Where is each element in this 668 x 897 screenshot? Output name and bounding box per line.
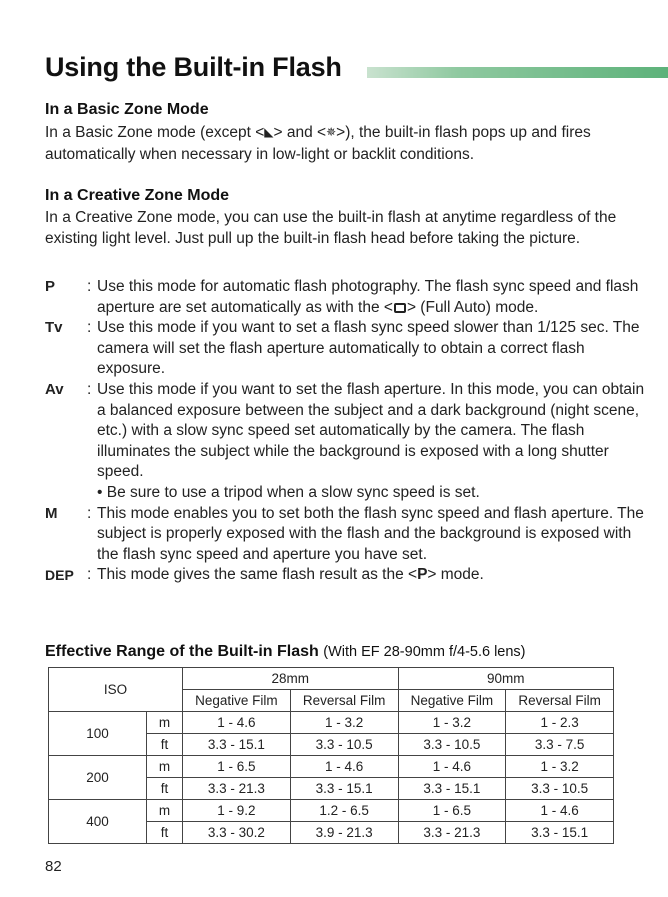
table-cell: 1.2 - 6.5 — [290, 800, 398, 822]
sports-icon: ✵ — [326, 125, 337, 139]
basic-zone-heading: In a Basic Zone Mode — [45, 101, 209, 118]
unit-label: ft — [147, 822, 183, 844]
title-accent-bar — [367, 67, 668, 78]
iso-header: ISO — [49, 668, 183, 712]
table-cell: 3.3 - 15.1 — [183, 734, 291, 756]
iso-value: 200 — [49, 756, 147, 800]
table-cell: 1 - 4.6 — [183, 712, 291, 734]
table-cell: 3.3 - 15.1 — [506, 822, 614, 844]
table-row — [49, 756, 614, 778]
table-cell: 3.3 - 10.5 — [290, 734, 398, 756]
flash-range-table — [48, 667, 614, 844]
unit-label: ft — [147, 734, 183, 756]
mode-description: Use this mode if you want to set a flash sync speed slower than 1/125 sec. The camera will set the flash aperture automatically to obtain a correct flash exposure. — [97, 319, 640, 378]
film-type-header: Negative Film — [183, 690, 291, 712]
table-cell: 3.3 - 21.3 — [398, 822, 506, 844]
unit-label: m — [147, 800, 183, 822]
mode-item-m: M : This mode enables you to set both the flash sync speed and flash aperture. The subject is properly exposed with the flash and the background is exposed with the flash sync speed and aperture you have set. — [45, 504, 645, 566]
table-cell: 3.3 - 15.1 — [290, 778, 398, 800]
mode-key: DEP — [45, 567, 74, 584]
table-cell: 1 - 6.5 — [183, 756, 291, 778]
mode-list — [45, 277, 645, 586]
iso-value: 400 — [49, 800, 147, 844]
mode-item-dep: DEP : This mode gives the same flash result as the <P> mode. — [45, 565, 645, 586]
film-type-header: Reversal Film — [506, 690, 614, 712]
table-cell: 1 - 4.6 — [290, 756, 398, 778]
table-cell: 3.3 - 15.1 — [398, 778, 506, 800]
table-cell: 3.3 - 21.3 — [183, 778, 291, 800]
full-auto-icon — [394, 303, 406, 313]
table-cell: 1 - 2.3 — [506, 712, 614, 734]
basic-zone-paragraph: In a Basic Zone mode (except <◣> and <✵>), the built-in flash pops up and fires automatically when necessary in low-light or backlit conditions. — [45, 124, 591, 163]
unit-label: m — [147, 712, 183, 734]
creative-zone-heading: In a Creative Zone Mode — [45, 187, 230, 204]
mode-description: Use this mode for automatic flash photography. The flash sync speed and flash aperture are set automatically as with the < > (Full Auto) mode. — [97, 278, 639, 316]
unit-label: m — [147, 756, 183, 778]
page-number: 82 — [45, 858, 62, 875]
page-title: Using the Built-in Flash — [45, 52, 342, 82]
title-block — [45, 52, 668, 92]
focal-length-header: 28mm — [183, 668, 398, 690]
table-cell: 3.3 - 10.5 — [398, 734, 506, 756]
table-header-row — [49, 668, 614, 690]
mode-item-tv: Tv : Use this mode if you want to set a flash sync speed slower than 1/125 sec. The camera will set the flash aperture automatically to obtain a correct flash exposure. — [45, 318, 645, 380]
table-cell: 3.3 - 10.5 — [506, 778, 614, 800]
focal-length-header: 90mm — [398, 668, 614, 690]
mode-key: M — [45, 504, 58, 522]
night-portrait-icon: ◣ — [264, 125, 274, 139]
mode-key: P — [45, 278, 56, 295]
range-table-title: Effective Range of the Built-in Flash (With EF 28-90mm f/4-5.6 lens) — [45, 643, 526, 660]
table-cell: 3.3 - 30.2 — [183, 822, 291, 844]
table-cell: 1 - 3.2 — [398, 712, 506, 734]
range-table-subtitle: (With EF 28-90mm f/4-5.6 lens) — [323, 644, 526, 660]
table-row — [49, 800, 614, 822]
mode-item-p: P : Use this mode for automatic flash photography. The flash sync speed and flash aperture are set automatically as with the < > (Full Auto) mode. — [45, 277, 645, 318]
unit-label: ft — [147, 778, 183, 800]
table-cell: 1 - 9.2 — [183, 800, 291, 822]
mode-key: Tv — [45, 319, 63, 337]
mode-description: This mode enables you to set both the flash sync speed and flash aperture. The subject is properly exposed with the flash and the background is exposed with the flash sync speed and aperture you have set. — [97, 504, 644, 563]
table-cell: 1 - 3.2 — [290, 712, 398, 734]
table-cell: 3.9 - 21.3 — [290, 822, 398, 844]
table-cell: 1 - 4.6 — [506, 800, 614, 822]
table-row — [49, 712, 614, 734]
mode-key: Av — [45, 380, 64, 398]
iso-value: 100 — [49, 712, 147, 756]
mode-description: Use this mode if you want to set the flash aperture. In this mode, you can obtain a balanced exposure between the subject and a dark background (night scene, etc.) with a slow sync speed set automatically by the camera. The flash illuminates the subject while the background is exposed with a long shutter speed. • Be sure to use a tripod when a slow sync speed is set. — [97, 380, 645, 504]
table-cell: 1 - 3.2 — [506, 756, 614, 778]
table-cell: 3.3 - 7.5 — [506, 734, 614, 756]
film-type-header: Reversal Film — [290, 690, 398, 712]
table-cell: 1 - 4.6 — [398, 756, 506, 778]
tripod-note: • Be sure to use a tripod when a slow sync speed is set. — [97, 483, 480, 501]
creative-zone-paragraph: In a Creative Zone mode, you can use the built-in flash at anytime regardless of the existing light level. Just pull up the built-in flash head before taking the picture. — [45, 209, 617, 247]
mode-item-av: Av : Use this mode if you want to set the flash aperture. In this mode, you can obtain a balanced exposure between the subject and a dark background (night scene, etc.) with a slow sync speed set automatically by the camera. The flash illuminates the subject while the background is exposed with a long shutter speed. • Be sure to use a tripod when a slow sync speed is set. — [45, 380, 645, 504]
mode-description: This mode gives the same flash result as the <P> mode. — [97, 566, 484, 584]
film-type-header: Negative Film — [398, 690, 506, 712]
table-cell: 1 - 6.5 — [398, 800, 506, 822]
